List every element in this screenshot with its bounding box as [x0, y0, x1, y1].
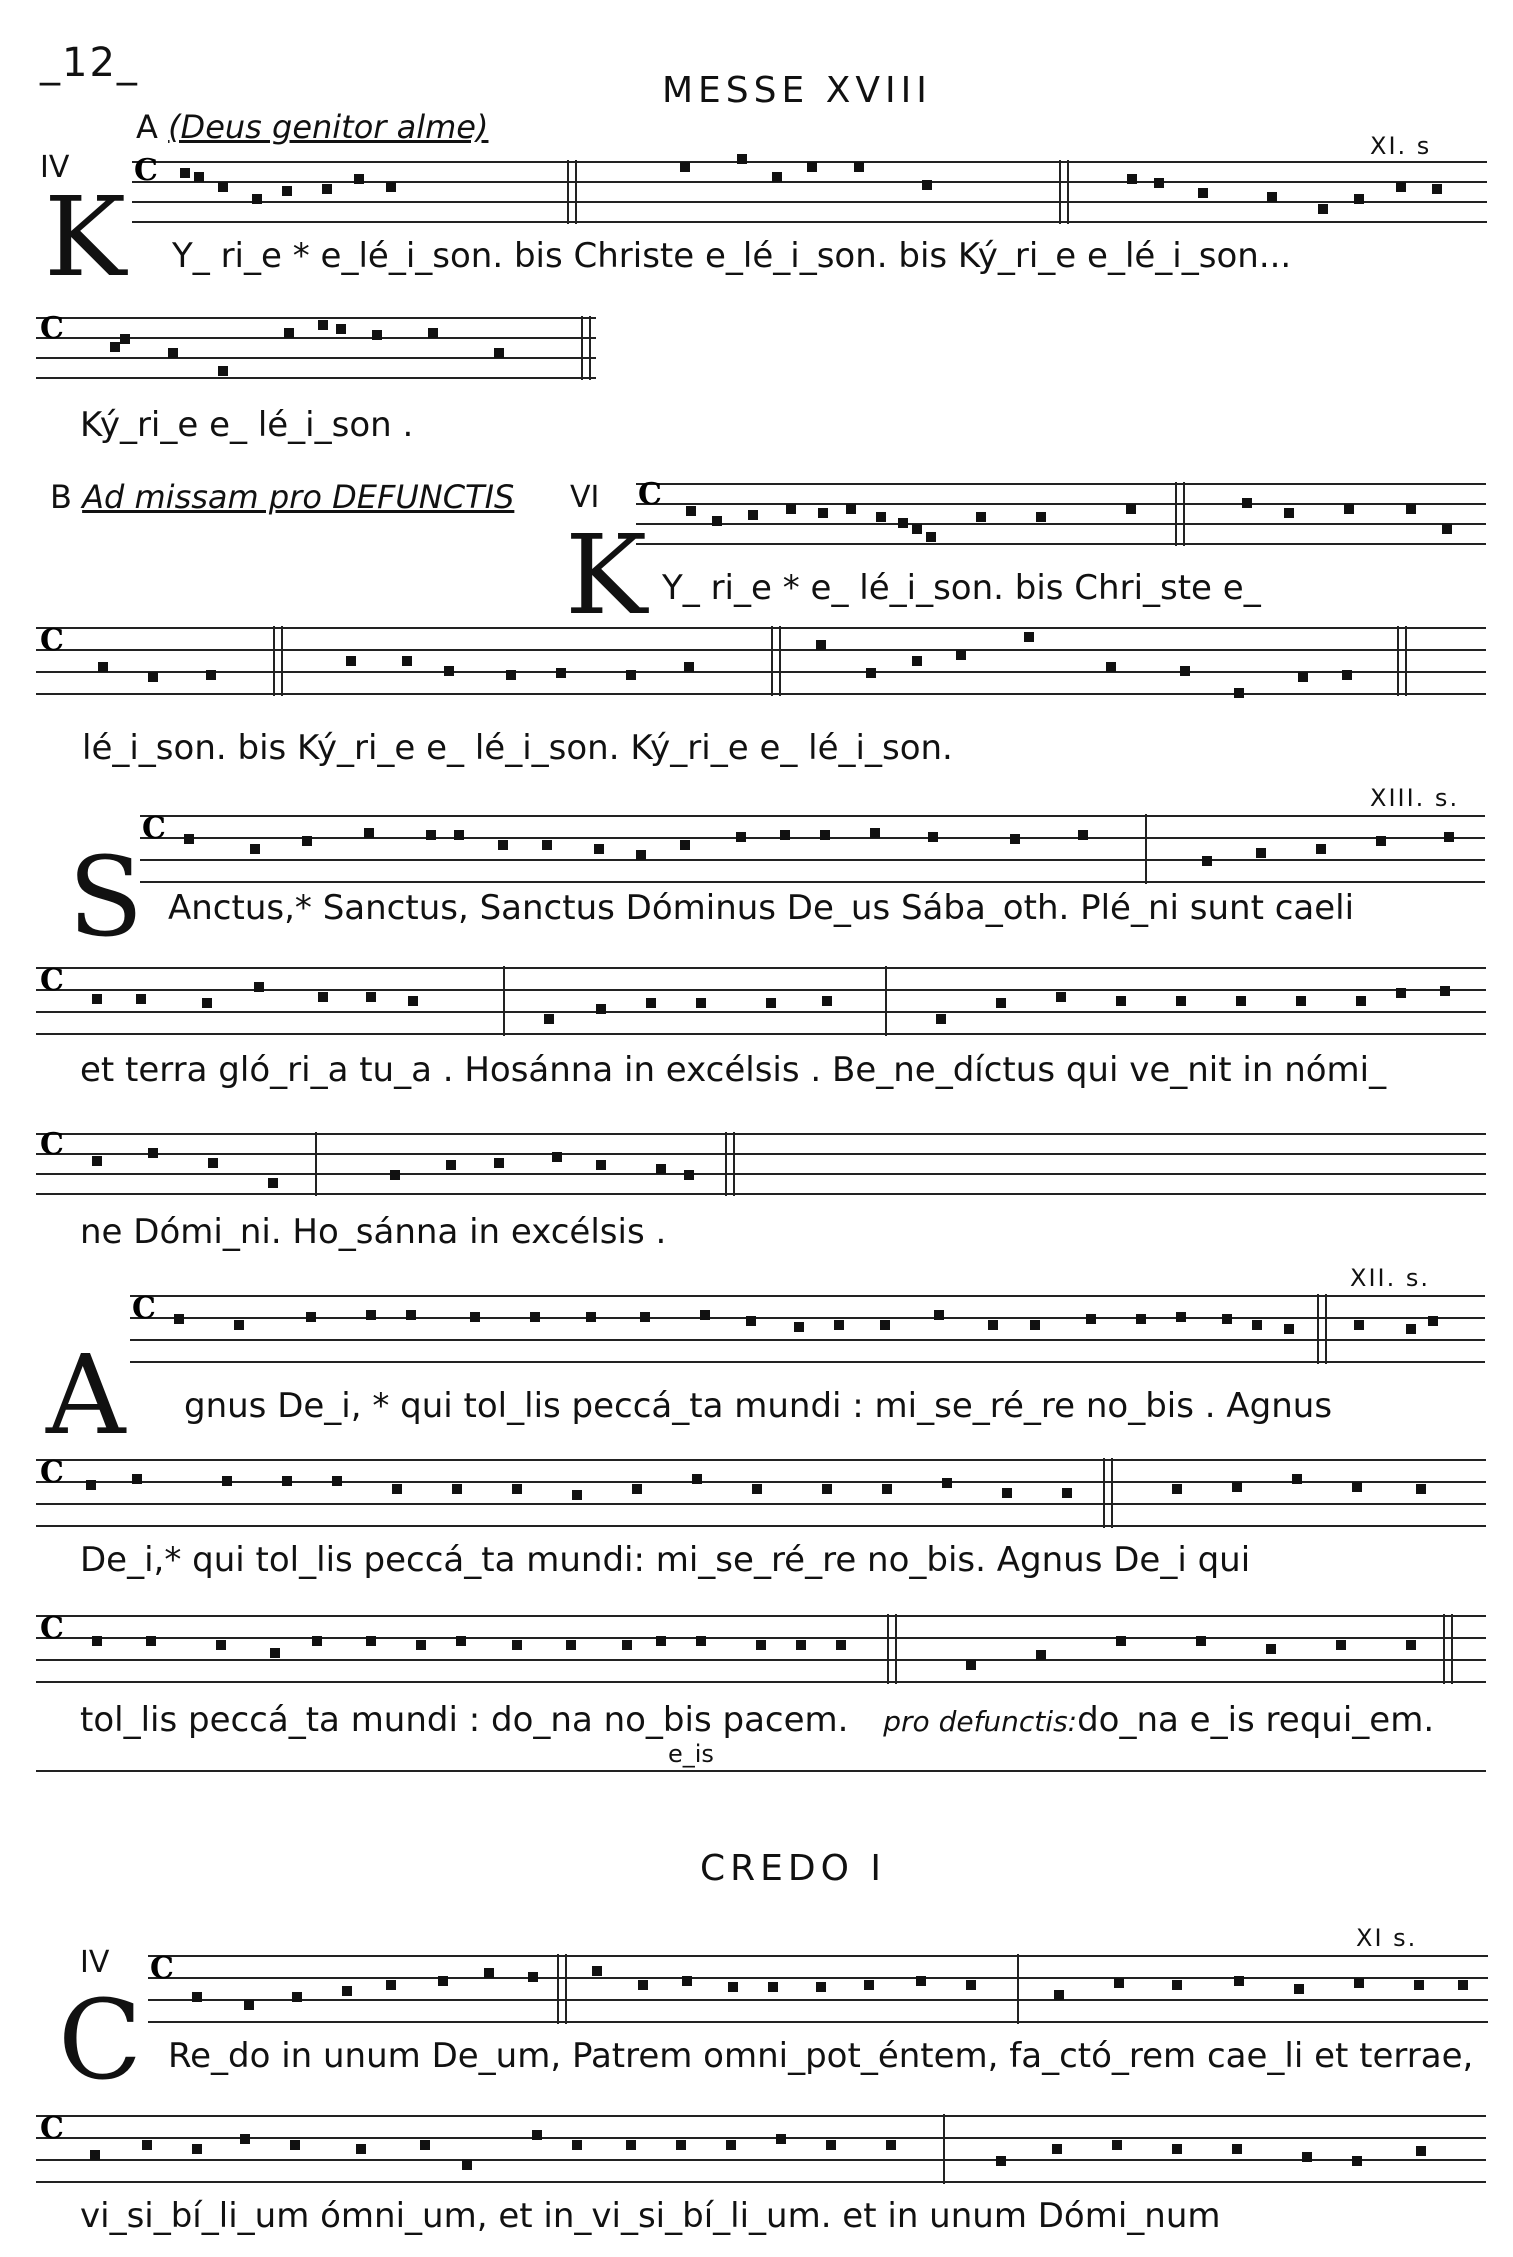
- agnus-lyric-3: [80, 1700, 1434, 1740]
- agnus-staff-1-svg: [130, 1280, 1485, 1380]
- svg-text:C: C: [40, 311, 64, 346]
- kyrie-b-lyric-1: Y_ ri_e * e_ lé_i_son. bis Chri_ste e_: [662, 568, 1261, 608]
- agnus-initial: A: [46, 1331, 126, 1459]
- pro-defunctis-label: pro defunctis:: [883, 1705, 1078, 1738]
- credo-lyric-2: vi_si_bí_li_um ómni_um, et in_vi_si_bí_li_um. et in unum Dómi_num: [80, 2196, 1221, 2236]
- svg-text:C: C: [134, 153, 158, 188]
- agnus-lyric-1: gnus De_i, * qui tol_lis peccá_ta mundi : mi_se_ré_re no_bis . Agnus: [184, 1386, 1333, 1426]
- svg-text:C: C: [638, 477, 662, 512]
- mass-title: MESSE XVIII: [662, 70, 932, 111]
- agnus-lyric-3-main: tol_lis peccá_ta mundi : do_na no_bis pacem.: [80, 1700, 849, 1740]
- sanctus-staff-3-svg: [36, 1120, 1486, 1210]
- credo-staff-2-svg: [36, 2100, 1486, 2200]
- sanctus-lyric-3: ne Dómi_ni. Ho_sánna in excélsis .: [80, 1212, 667, 1252]
- agnus-lyric-3-alt: e_is: [668, 1740, 714, 1768]
- credo-mode: IV: [80, 1945, 110, 1980]
- svg-text:C: C: [40, 1611, 64, 1646]
- kyrie-a-letter: A: [136, 108, 158, 146]
- credo-staff-2: [36, 2100, 1486, 2200]
- agnus-staff-3-svg: [36, 1600, 1486, 1700]
- section-divider: [36, 1770, 1486, 1772]
- kyrie-b-label: [50, 478, 514, 516]
- kyrie-b-staff-2-svg: [36, 610, 1486, 720]
- svg-text:C: C: [150, 1951, 174, 1986]
- svg-text:C: C: [40, 2111, 64, 2146]
- sanctus-tone: XIII. s.: [1370, 784, 1460, 812]
- kyrie-a-staff-2: [36, 300, 596, 390]
- kyrie-b-staff-1-svg: [636, 468, 1486, 568]
- kyrie-a-lyric-1: Y_ ri_e * e_lé_i_son. bis Christe e_lé_i_son. bis Ký_ri_e e_lé_i_son...: [172, 236, 1292, 276]
- kyrie-a-lyric-2: Ký_ri_e e_ lé_i_son .: [80, 405, 414, 445]
- pro-defunctis-text: do_na e_is requi_em.: [1077, 1700, 1435, 1740]
- svg-text:C: C: [132, 1291, 156, 1326]
- svg-text:C: C: [40, 1127, 64, 1162]
- svg-text:C: C: [40, 963, 64, 998]
- agnus-staff-3: [36, 1600, 1486, 1700]
- sanctus-lyric-2: et terra gló_ri_a tu_a . Hosánna in excélsis . Be_ne_díctus qui ve_nit in nómi_: [80, 1050, 1387, 1090]
- credo-initial: C: [58, 1976, 143, 2104]
- agnus-tone: XII. s.: [1350, 1264, 1430, 1292]
- sanctus-staff-2: [36, 952, 1486, 1052]
- kyrie-b-mode: VI: [570, 480, 600, 515]
- kyrie-a-staff-1: [132, 150, 1487, 240]
- credo-staff-1-svg: [148, 1940, 1488, 2040]
- kyrie-a-label: [136, 108, 488, 146]
- credo-lyric-1: Re_do in unum De_um, Patrem omni_pot_éntem, fa_ctó_rem cae_li et terrae,: [168, 2036, 1474, 2076]
- credo-tone: XI s.: [1356, 1924, 1418, 1952]
- agnus-staff-2-svg: [36, 1444, 1486, 1544]
- kyrie-a-initial: K: [44, 173, 127, 301]
- sanctus-staff-1: [140, 800, 1485, 900]
- kyrie-a-mode: IV: [40, 150, 70, 185]
- kyrie-b-initial: K: [565, 511, 648, 639]
- svg-text:C: C: [142, 811, 166, 846]
- sanctus-staff-1-svg: [140, 800, 1485, 900]
- agnus-staff-2: [36, 1444, 1486, 1544]
- svg-text:C: C: [40, 623, 64, 658]
- svg-text:C: C: [40, 1455, 64, 1490]
- kyrie-a-staff-2-svg: [36, 300, 596, 390]
- sanctus-staff-3: [36, 1120, 1486, 1210]
- sanctus-lyric-1: Anctus,* Sanctus, Sanctus Dóminus De_us Sába_oth. Plé_ni sunt caeli: [168, 888, 1355, 928]
- kyrie-b-letter: B: [50, 478, 72, 516]
- kyrie-b-title: Ad missam pro DEFUNCTIS: [82, 478, 515, 516]
- kyrie-b-staff-1: [636, 468, 1486, 568]
- agnus-staff-1: [130, 1280, 1485, 1380]
- credo-title: CREDO I: [700, 1848, 887, 1889]
- kyrie-a-tone: XI. s: [1370, 132, 1432, 160]
- kyrie-a-title: (Deus genitor alme): [168, 108, 489, 146]
- sanctus-staff-2-svg: [36, 952, 1486, 1052]
- page-number: _12_: [40, 40, 139, 86]
- credo-staff-1: [148, 1940, 1488, 2040]
- kyrie-a-staff-1-svg: [132, 150, 1487, 240]
- kyrie-b-lyric-2: lé_i_son. bis Ký_ri_e e_ lé_i_son. Ký_ri_e e_ lé_i_son.: [82, 728, 953, 768]
- sanctus-initial: S: [68, 833, 144, 961]
- kyrie-b-staff-2: [36, 610, 1486, 720]
- agnus-lyric-2: De_i,* qui tol_lis peccá_ta mundi: mi_se_ré_re no_bis. Agnus De_i qui: [80, 1540, 1251, 1580]
